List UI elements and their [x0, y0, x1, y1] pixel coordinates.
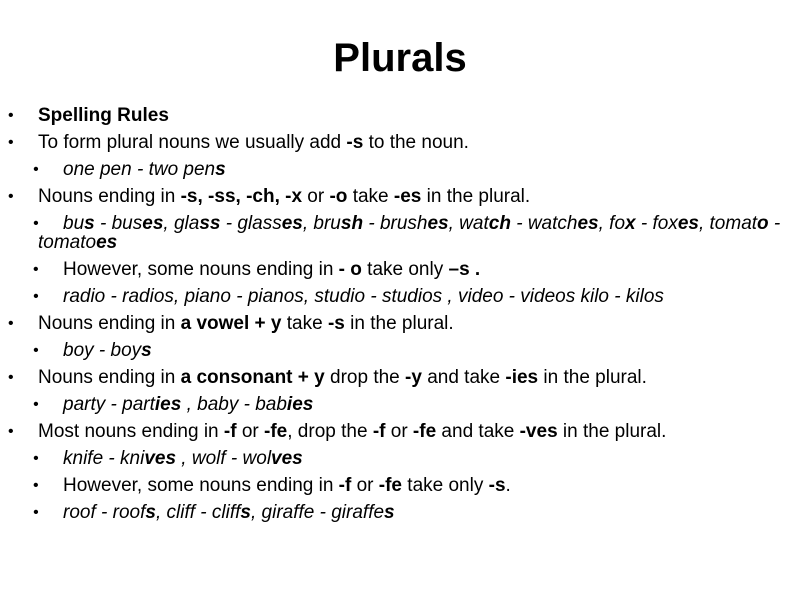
bold-text: ies [154, 394, 182, 415]
text: Nouns ending in [38, 186, 181, 207]
text: roof - roof [63, 502, 146, 523]
text: take [347, 186, 394, 207]
bold-text: o [757, 213, 769, 234]
bold-text: x [625, 213, 636, 234]
bold-text: ies [286, 394, 314, 415]
bullet-item [38, 341, 783, 360]
bold-text: es [142, 213, 164, 234]
text: party - part [63, 394, 155, 415]
bullet-item [38, 503, 783, 522]
text: . [505, 475, 511, 496]
text: to the noun. [363, 132, 469, 153]
text: , cliff - cliff [155, 502, 241, 523]
text: However, some nouns ending in [63, 475, 339, 496]
text: , bru [302, 213, 341, 234]
bullet-item [38, 314, 783, 333]
bold-text: -fe [412, 421, 437, 442]
text: and take [421, 367, 506, 388]
bold-text: es [281, 213, 303, 234]
text: , baby - bab [181, 394, 287, 415]
bold-text: es [577, 213, 599, 234]
text: , giraffe - giraffe [250, 502, 385, 523]
bold-text: a consonant + y [180, 367, 325, 388]
bullet-item [38, 287, 783, 306]
bullet-item [38, 476, 783, 495]
bullet-item [38, 214, 783, 252]
bold-text: -f [372, 421, 386, 442]
bold-text: ves [144, 448, 177, 469]
bold-text: –s . [448, 259, 481, 280]
text: , tomat [698, 213, 758, 234]
text: in the plural. [344, 313, 454, 334]
text: , fo [598, 213, 626, 234]
text: , wat [448, 213, 489, 234]
text: or [351, 475, 379, 496]
bold-text: -f [223, 421, 237, 442]
text: - bus [94, 213, 143, 234]
bold-text: s [141, 340, 152, 361]
bold-text: sh [340, 213, 364, 234]
bold-text: s [145, 502, 156, 523]
bold-text: -ves [519, 421, 558, 442]
bold-text: a vowel + y [180, 313, 282, 334]
text: in the plural. [538, 367, 647, 388]
text: take only [361, 259, 449, 280]
text: or [385, 421, 413, 442]
bold-text: ss [199, 213, 221, 234]
text: - brush [363, 213, 428, 234]
text: - watch [510, 213, 578, 234]
bold-text: -s, -ss, -ch, -x [180, 186, 303, 207]
bullet-item [38, 422, 783, 441]
bold-text: -s [488, 475, 506, 496]
bold-text: s [384, 502, 395, 523]
text: in the plural. [557, 421, 667, 442]
text: However, some nouns ending in [63, 259, 339, 280]
text: Nouns ending in [38, 367, 181, 388]
bold-text: -f [338, 475, 352, 496]
bullet-item [38, 187, 783, 206]
text: take only [402, 475, 489, 496]
text: Nouns ending in [38, 313, 181, 334]
bullet-item [38, 106, 783, 125]
text: , gla [163, 213, 200, 234]
text: one pen - two pen [63, 159, 216, 180]
bold-text: -ies [505, 367, 539, 388]
text: or [302, 186, 330, 207]
bold-text: -fe [378, 475, 403, 496]
bold-text: -o [329, 186, 348, 207]
text: drop the [324, 367, 406, 388]
bold-text: es [427, 213, 449, 234]
slide-title: Plurals [333, 36, 467, 80]
bold-text: -fe [264, 421, 288, 442]
bold-text: -s [346, 132, 364, 153]
bold-text: -s [327, 313, 345, 334]
text: in the plural. [421, 186, 531, 207]
text: boy - boy [63, 340, 142, 361]
text: take [281, 313, 328, 334]
text: , drop the [287, 421, 373, 442]
text: or [236, 421, 265, 442]
bold-text: s [215, 159, 226, 180]
bold-text: - o [338, 259, 362, 280]
bold-text: es [96, 232, 118, 253]
bullet-item [38, 260, 783, 279]
text: To form plural nouns we usually add [38, 132, 347, 153]
text: Most nouns ending in [38, 421, 224, 442]
text: bu [63, 213, 85, 234]
bullet-item [38, 449, 783, 468]
bullet-list [38, 106, 783, 530]
bullet-item [38, 368, 783, 387]
bold-text: ves [271, 448, 303, 469]
text: - fox [635, 213, 678, 234]
bold-text: -y [405, 367, 422, 388]
bold-text: Spelling Rules [38, 105, 169, 126]
text: radio - radios, piano - pianos, studio - studios , video - videos kilo - kilos [63, 286, 664, 307]
bullet-item [38, 133, 783, 152]
text: - tomato [38, 213, 781, 253]
bullet-item [38, 395, 783, 414]
bold-text: s [240, 502, 251, 523]
bold-text: ch [488, 213, 511, 234]
bullet-item [38, 160, 783, 179]
text: and take [436, 421, 520, 442]
text: - glass [220, 213, 282, 234]
bold-text: s [84, 213, 95, 234]
bold-text: -es [393, 186, 422, 207]
bold-text: es [677, 213, 699, 234]
text: knife - kni [63, 448, 145, 469]
text: , wolf - wol [176, 448, 272, 469]
